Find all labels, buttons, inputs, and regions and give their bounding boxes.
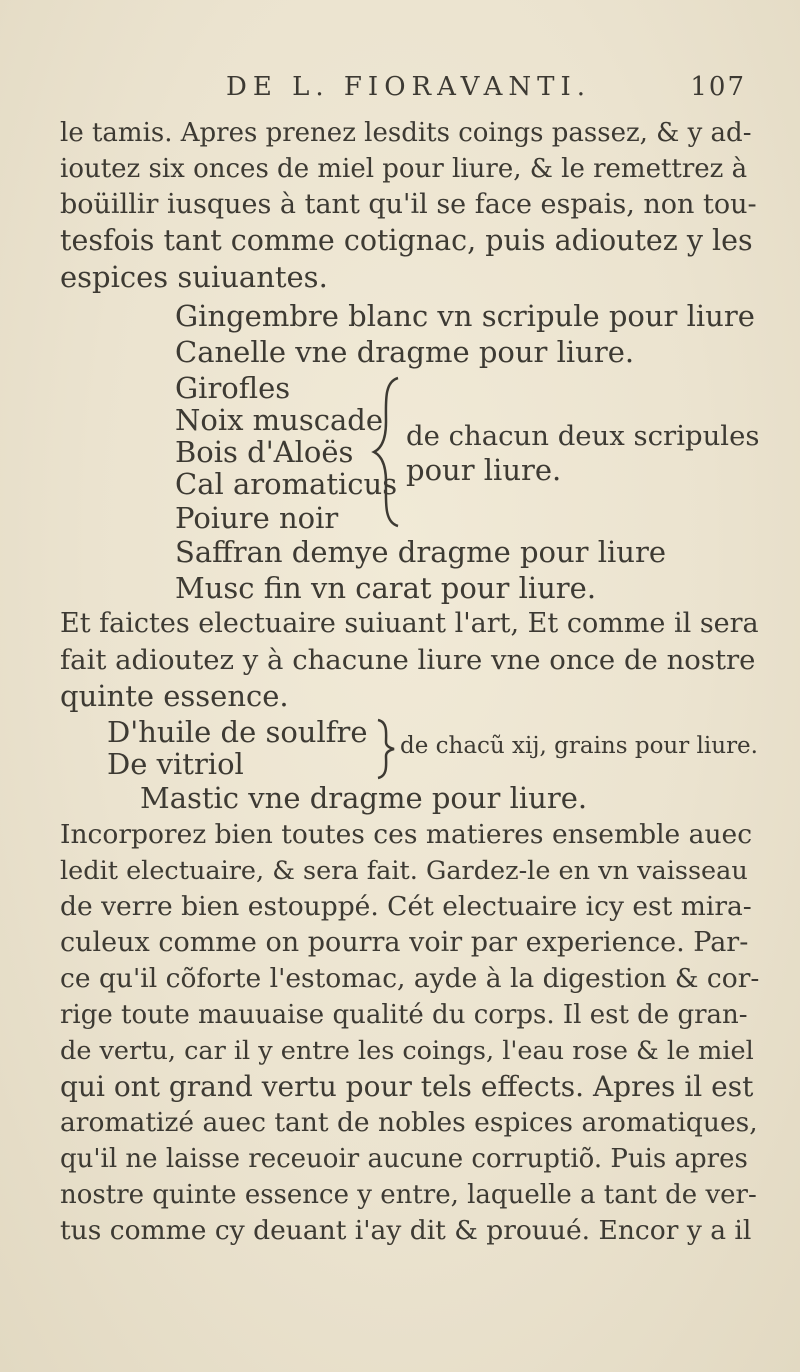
curly-brace-icon: [372, 716, 402, 782]
text-line: Incorporez bien toutes ces matieres ensemble auec: [60, 819, 753, 850]
text-line: qu'il ne laisse receuoir aucune corruptiõ. Puis apres: [60, 1144, 748, 1174]
recipe-item: De vitriol: [107, 747, 244, 781]
recipe-item: Mastic vne dragme pour liure.: [140, 781, 588, 815]
text-line: ce qu'il cõforte l'estomac, ayde à la digestion & cor-: [60, 963, 760, 994]
recipe-item: Gingembre blanc vn scripule pour liure: [175, 299, 755, 333]
text-line: ledit electuaire, & sera fait. Gardez-le en vn vaisseau: [60, 856, 748, 886]
bracket-text: pour liure.: [406, 453, 562, 487]
text-line: aromatizé auec tant de nobles espices aromatiques,: [60, 1107, 758, 1138]
text-line: qui ont grand vertu pour tels effects. Apres il est: [60, 1070, 754, 1103]
text-line: culeux comme on pourra voir par experience. Par-: [60, 927, 749, 958]
text-line: le tamis. Apres prenez lesdits coings passez, & y ad-: [60, 118, 752, 148]
text-line: boüillir iusques à tant qu'il se face espais, non tou-: [60, 189, 757, 220]
text-line: espices suiuantes.: [60, 260, 328, 294]
page-number: 107: [690, 72, 746, 102]
bracket-text: de chacun deux scripules: [406, 420, 760, 452]
recipe-item: Girofles: [175, 371, 291, 405]
text-line: tus comme cy deuant i'ay dit & prouué. Encor y a il: [60, 1215, 752, 1246]
text-line: rige toute mauuaise qualité du corps. Il est de gran-: [60, 1000, 748, 1030]
text-line: de vertu, car il y entre les coings, l'eau rose & le miel: [60, 1036, 754, 1066]
page-header: [226, 72, 746, 112]
recipe-item: Musc fin vn carat pour liure.: [175, 571, 597, 605]
recipe-item: Poiure noir: [175, 501, 339, 535]
recipe-item: Canelle vne dragme pour liure.: [175, 335, 635, 369]
text-line: fait adioutez y à chacune liure vne once de nostre: [60, 644, 756, 676]
recipe-item: Noix muscade: [175, 403, 383, 437]
recipe-item: Bois d'Aloës: [175, 435, 354, 469]
recipe-item: Cal aromaticus: [175, 467, 398, 501]
text-line: tesfois tant comme cotignac, puis adioutez y les: [60, 224, 753, 257]
text-line: de verre bien estouppé. Cét electuaire icy est mira-: [60, 891, 752, 922]
recipe-item: Saffran demye dragme pour liure: [175, 535, 666, 569]
bracket-text: de chacũ xij, grains pour liure.: [400, 733, 758, 759]
running-head: DE L. FIORAVANTI.: [226, 72, 591, 102]
text-line: nostre quinte essence y entre, laquelle a tant de ver-: [60, 1180, 757, 1210]
text-line: Et faictes electuaire suiuant l'art, Et comme il sera: [60, 608, 759, 639]
curly-brace-icon: [368, 372, 408, 532]
recipe-item: D'huile de soulfre: [107, 715, 368, 749]
text-line: ioutez six onces de miel pour liure, & le remettrez à: [60, 154, 748, 184]
text-line: quinte essence.: [60, 679, 289, 713]
